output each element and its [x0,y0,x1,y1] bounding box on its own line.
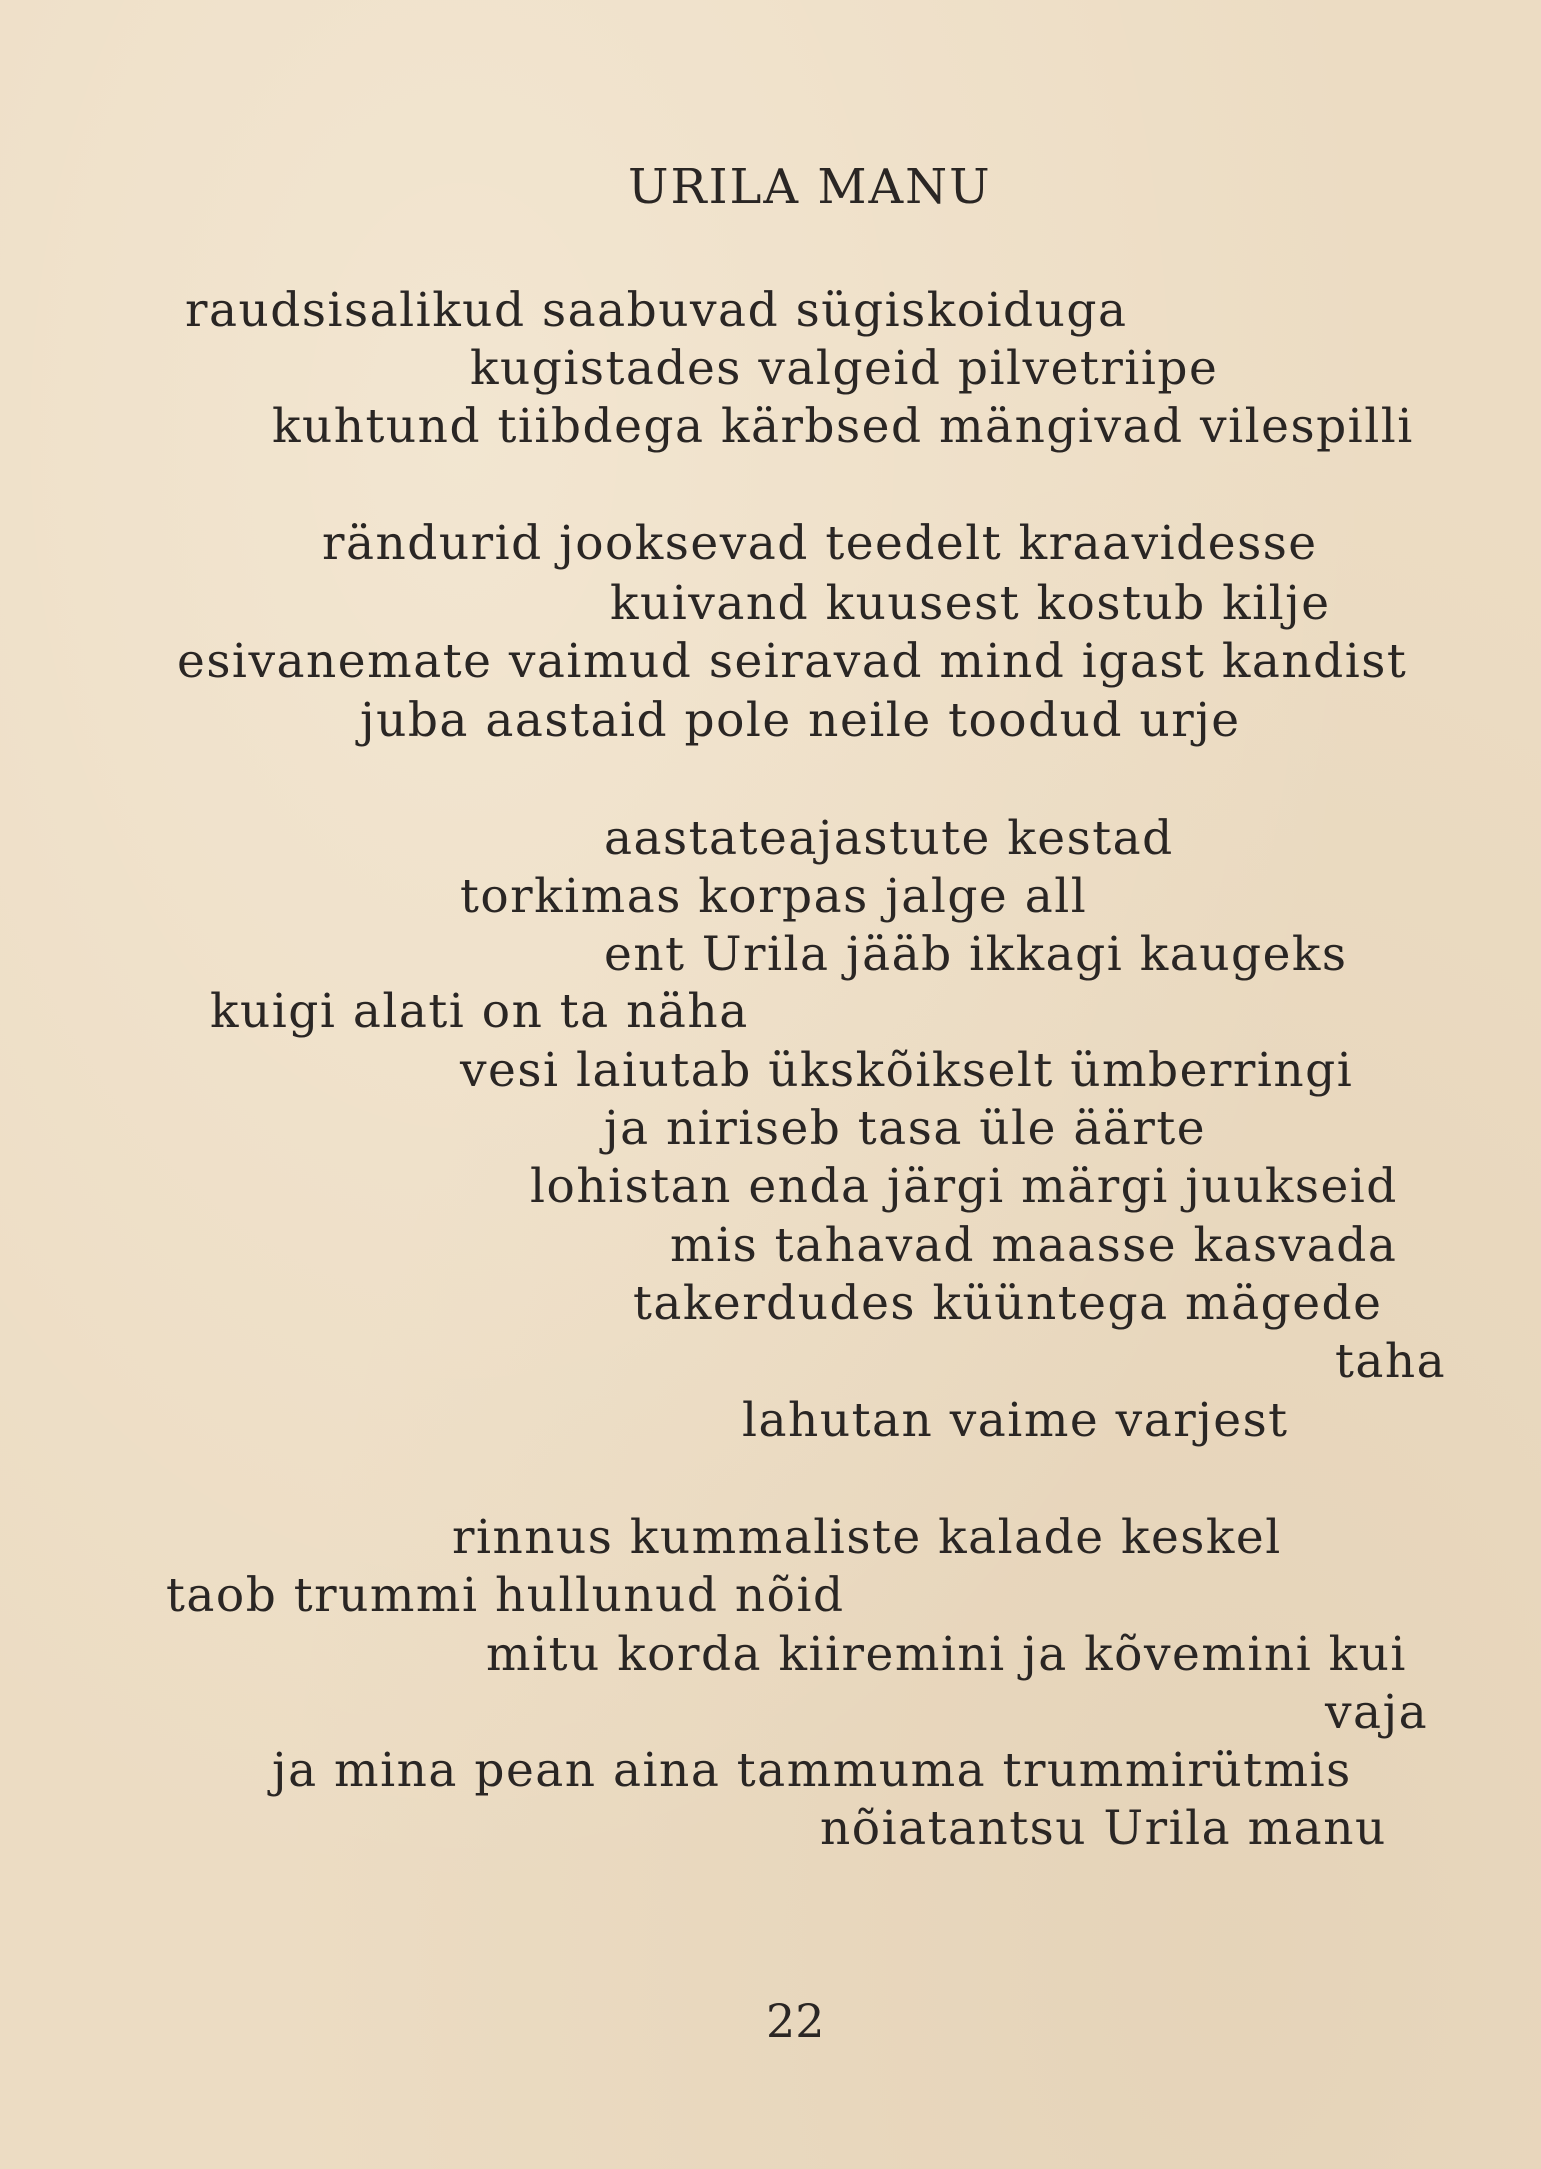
poem-line: ja mina pean aina tammuma trummirütmis [272,1743,1352,1798]
poem-line: lohistan enda järgi märgi juukseid [530,1159,1398,1214]
poem-line: kuhtund tiibdega kärbsed mängivad vilespilli [272,399,1414,454]
poem-title: URILA MANU [628,159,992,215]
poem-line: takerdudes küüntega mägede [633,1276,1383,1331]
poem-line: raudsisalikud saabuvad sügiskoiduga [185,283,1128,338]
poem-line: kugistades valgeid pilvetriipe [470,341,1219,396]
poem-line: lahutan vaime varjest [742,1393,1289,1448]
poem-line: mitu korda kiiremini ja kõvemini kui [486,1627,1407,1682]
page-number: 22 [766,1994,825,2048]
poem-line: rändurid jooksevad teedelt kraavidesse [322,516,1318,571]
poem-line: torkimas korpas jalge all [460,869,1088,924]
poem-line: kuigi alati on ta näha [210,984,749,1039]
poem-line: ent Urila jääb ikkagi kaugeks [604,927,1348,982]
poem-line: vesi laiutab ükskõikselt ümberringi [460,1043,1354,1098]
poem-line: taha [1335,1334,1447,1389]
poem-line: taob trummi hullunud nõid [166,1568,845,1623]
poem-line: juba aastaid pole neile toodud urje [360,693,1241,748]
poem-line: kuivand kuusest kostub kilje [610,576,1331,631]
poem-line: esivanemate vaimud seiravad mind igast kandist [177,634,1408,689]
poem-line: rinnus kummaliste kalade keskel [452,1510,1282,1565]
poem-line: vaja [1325,1685,1429,1740]
poem-line: mis tahavad maasse kasvada [670,1218,1398,1273]
poem-line: nõiatantsu Urila manu [820,1801,1387,1856]
poem-line: ja niriseb tasa üle äärte [604,1101,1207,1156]
poem-line: aastateajastute kestad [604,811,1174,866]
